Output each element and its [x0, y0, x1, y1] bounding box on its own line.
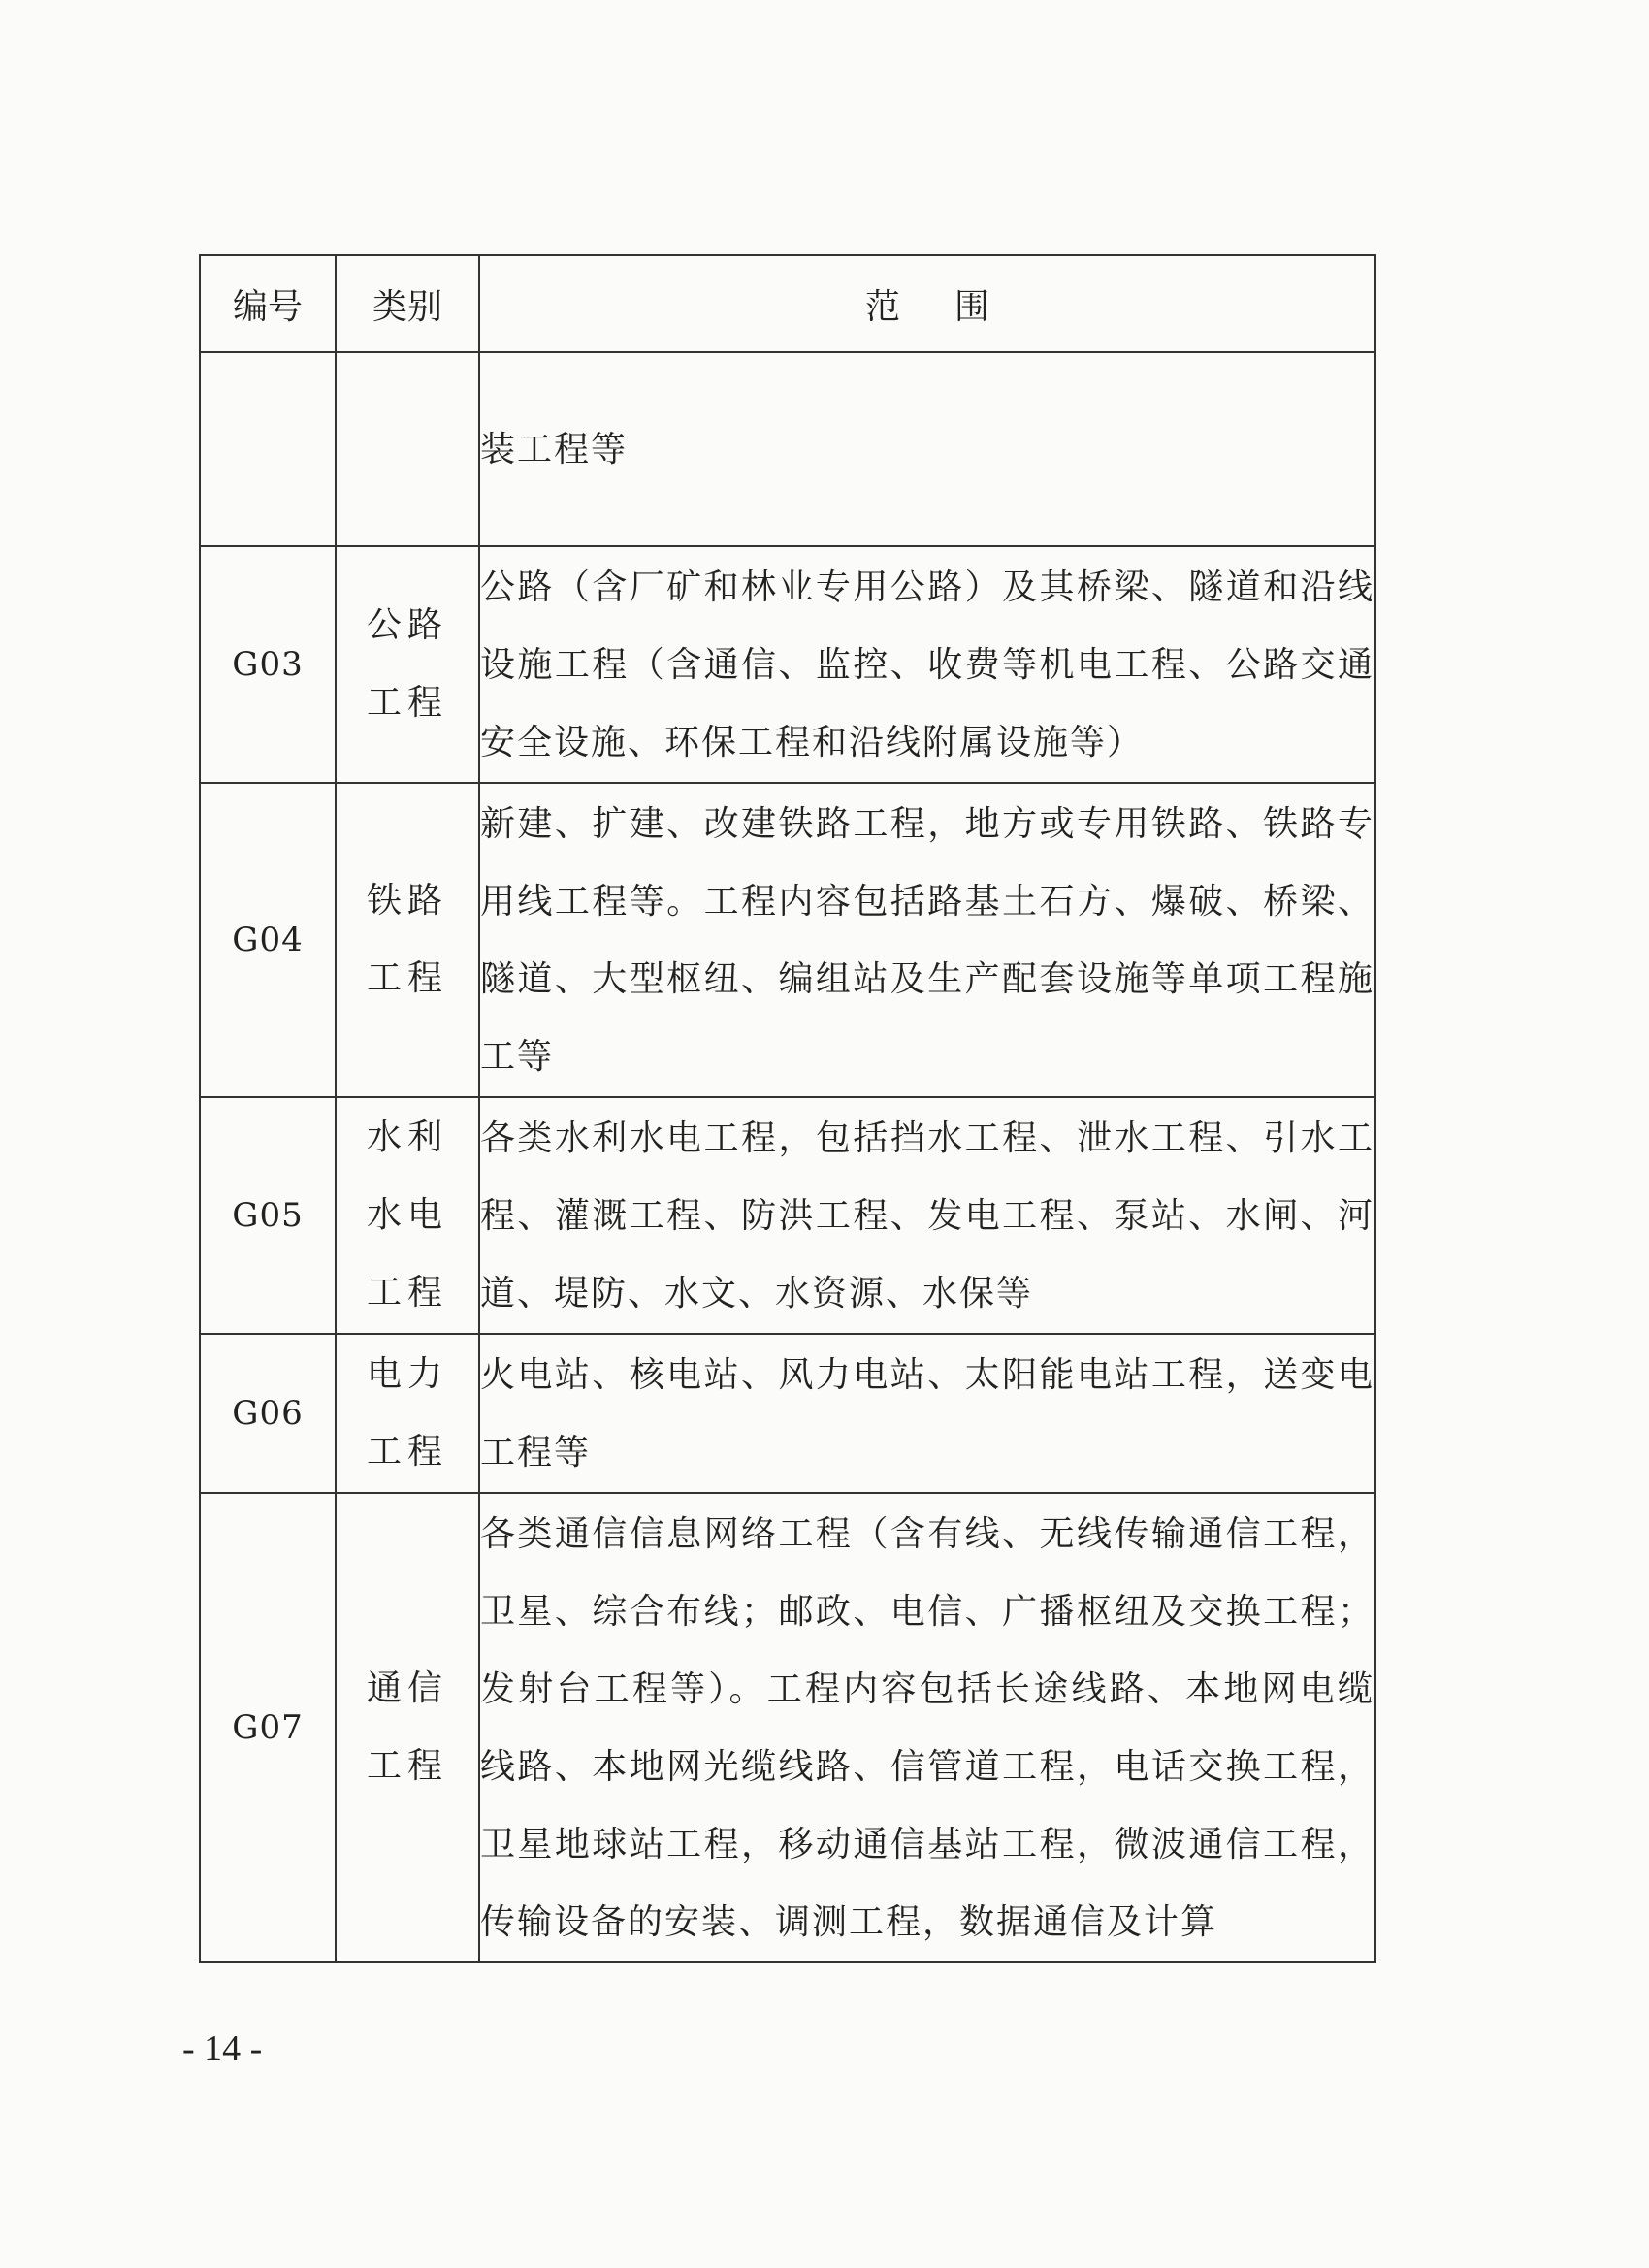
row-scope [479, 783, 1375, 1097]
row-category-line: 工程 [366, 1746, 448, 1786]
row-code: G03 [200, 546, 336, 783]
row-category-line: 铁路 [366, 881, 448, 921]
row-category-line: 工程 [366, 958, 448, 998]
table-row [200, 1493, 1375, 1962]
table-row [200, 783, 1375, 1097]
row-category-line: 公路 [366, 605, 448, 645]
row-code [200, 352, 336, 546]
row-scope-text: 各类通信信息网络工程（含有线、无线传输通信工程，卫星、综合布线；邮政、电信、广播枢纽及交换工程；发射台工程等）。工程内容包括长途线路、本地网电缆线路、本地网光缆线路、信管道工程，电话交换工程，卫星地球站工程，移动通信基站工程，微波通信工程，传输设备的安装、调测工程，数据通信及计算 [480, 1514, 1374, 1942]
row-code: G05 [200, 1097, 336, 1334]
table-row [200, 352, 1375, 546]
row-scope [479, 352, 1375, 546]
header-scope-label: 范围 [864, 286, 1044, 327]
row-scope [479, 1493, 1375, 1962]
row-category [336, 1097, 479, 1334]
row-category-line: 水利 [366, 1118, 448, 1157]
table-header-row [200, 255, 1375, 352]
row-code: G07 [200, 1493, 336, 1962]
row-category [336, 1334, 479, 1493]
row-category-line: 工程 [366, 683, 448, 723]
row-category-line: 通信 [366, 1669, 448, 1708]
row-category-line: 工程 [366, 1273, 448, 1312]
row-scope-text: 新建、扩建、改建铁路工程，地方或专用铁路、铁路专用线工程等。工程内容包括路基土石方、爆破、桥梁、隧道、大型枢纽、编组站及生产配套设施等单项工程施工等 [480, 804, 1374, 1077]
table-row [200, 1334, 1375, 1493]
row-category [336, 546, 479, 783]
row-code: G04 [200, 783, 336, 1097]
header-scope [479, 255, 1375, 352]
row-scope [479, 546, 1375, 783]
row-scope-text: 装工程等 [480, 430, 629, 470]
table-row [200, 546, 1375, 783]
row-scope-text: 各类水利水电工程，包括挡水工程、泄水工程、引水工程、灌溉工程、防洪工程、发电工程、泵站、水闸、河道、堤防、水文、水资源、水保等 [480, 1118, 1374, 1313]
row-scope-text: 公路（含厂矿和林业专用公路）及其桥梁、隧道和沿线设施工程（含通信、监控、收费等机电工程、公路交通安全设施、环保工程和沿线附属设施等） [480, 567, 1374, 762]
row-category [336, 1493, 479, 1962]
row-category-line: 电力 [366, 1354, 448, 1394]
table-row [200, 1097, 1375, 1334]
row-scope [479, 1334, 1375, 1493]
row-scope [479, 1097, 1375, 1334]
header-code: 编号 [200, 255, 336, 352]
row-code: G06 [200, 1334, 336, 1493]
row-category [336, 352, 479, 546]
page-number: - 14 - [182, 2028, 263, 2069]
row-category-line: 水电 [366, 1195, 448, 1235]
row-category-line: 工程 [366, 1432, 448, 1472]
row-scope-text: 火电站、核电站、风力电站、太阳能电站工程，送变电工程等 [480, 1355, 1374, 1473]
engineering-scope-table [199, 254, 1376, 1963]
row-category [336, 783, 479, 1097]
header-category: 类别 [336, 255, 479, 352]
